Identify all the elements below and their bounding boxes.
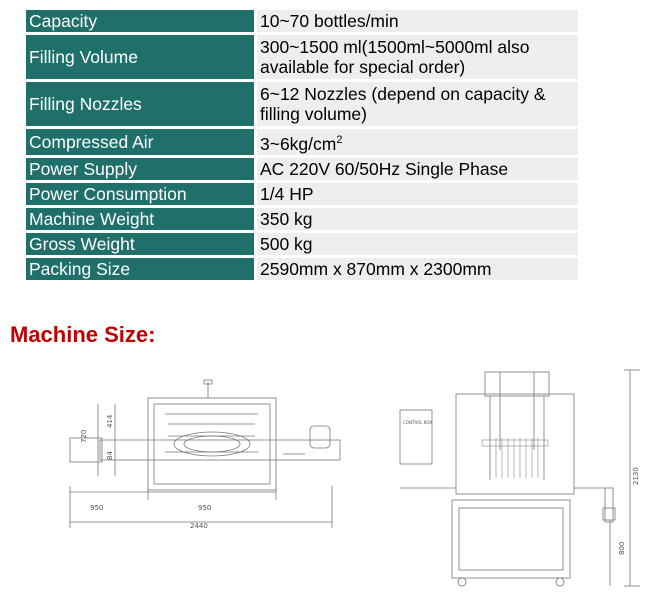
spec-label: Capacity (26, 10, 254, 32)
spec-value: 6~12 Nozzles (depend on capacity & filling volume) (257, 82, 578, 126)
spec-value: AC 220V 60/50Hz Single Phase (257, 158, 578, 180)
machine-size-heading: Machine Size: (10, 322, 156, 347)
spec-value: 2590mm x 870mm x 2300mm (257, 258, 578, 280)
spec-value: 10~70 bottles/min (257, 10, 578, 32)
spec-value: 1/4 HP (257, 183, 578, 205)
spec-row-machine-weight (26, 208, 578, 230)
spec-row-power-supply (26, 158, 578, 180)
spec-table (23, 7, 581, 283)
frame-outline (148, 398, 276, 490)
spec-label: Filling Volume (26, 35, 254, 79)
spec-value: 350 kg (257, 208, 578, 230)
spec-row-packing-size (26, 258, 578, 280)
dim-414: 414 (106, 414, 114, 428)
control-box-label: CONTROL BOX (403, 420, 433, 425)
spec-label: Filling Nozzles (26, 82, 254, 126)
spec-value-text: 3~6kg/cm (260, 133, 337, 154)
dim-84: 84 (106, 451, 114, 460)
spec-value: 500 kg (257, 233, 578, 255)
dim-2440: 2440 (190, 522, 208, 530)
spec-label: Power Consumption (26, 183, 254, 205)
spec-row-power-consumption (26, 183, 578, 205)
dim-2130: 2130 (632, 467, 640, 485)
spec-label: Gross Weight (26, 233, 254, 255)
dim-720: 720 (80, 429, 88, 443)
dim-800: 800 (618, 541, 626, 555)
spec-value (257, 129, 578, 155)
spec-row-filling-nozzles (26, 82, 578, 126)
dim-950-left: 950 (90, 504, 104, 512)
spec-row-compressed-air (26, 129, 578, 155)
spec-row-gross-weight (26, 233, 578, 255)
spec-label: Packing Size (26, 258, 254, 280)
conveyor-outline (100, 440, 340, 460)
spec-label: Compressed Air (26, 129, 254, 155)
machine-drawing (30, 360, 655, 595)
spec-value: 300~1500 ml(1500ml~5000ml also available for special order) (257, 35, 578, 79)
spec-row-filling-volume (26, 35, 578, 79)
spec-value-sup: 2 (336, 134, 343, 146)
dim-950-right: 950 (198, 504, 212, 512)
spec-label: Machine Weight (26, 208, 254, 230)
control-box-outline (400, 410, 432, 464)
spec-row-capacity (26, 10, 578, 32)
machine-drawing-svg (30, 360, 655, 595)
spec-label: Power Supply (26, 158, 254, 180)
